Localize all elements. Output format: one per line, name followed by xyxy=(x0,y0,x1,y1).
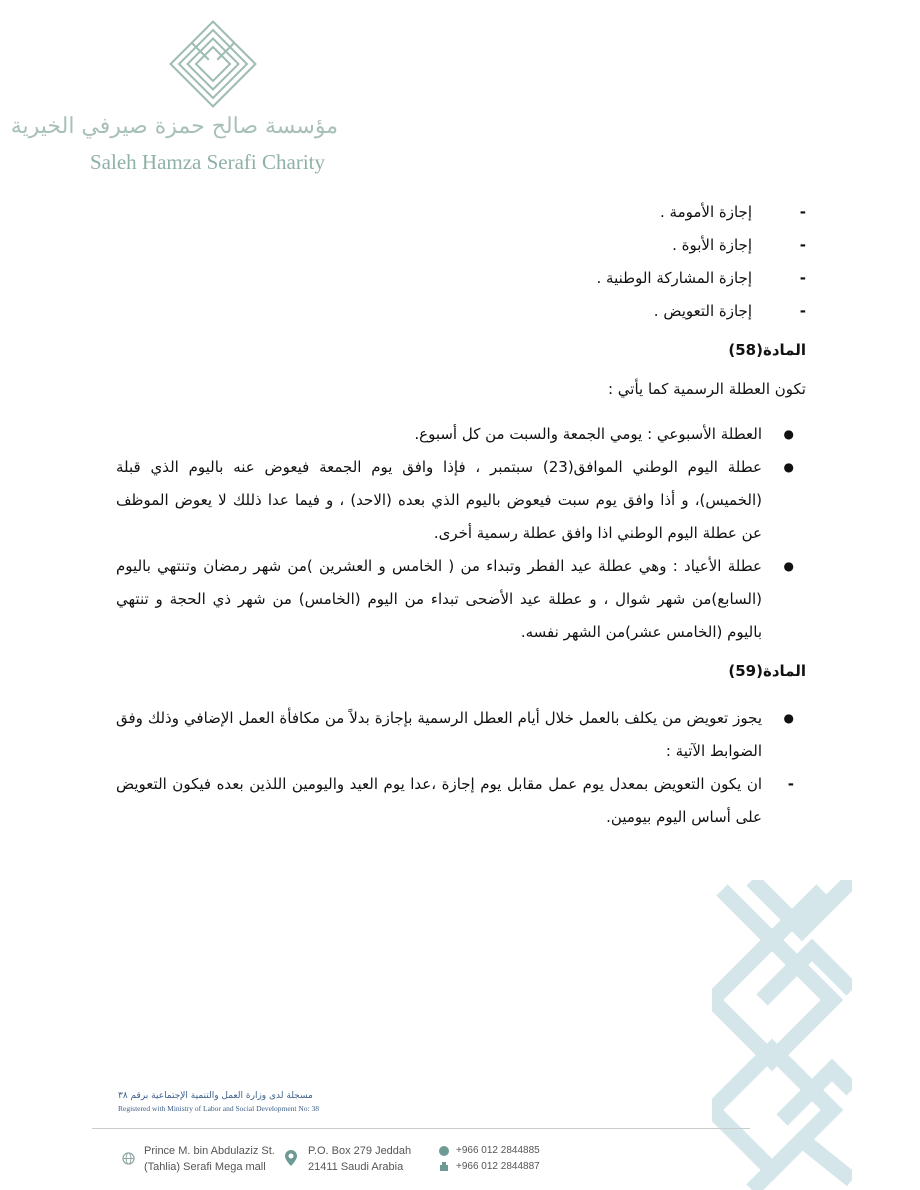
bullet-marker: ● xyxy=(783,427,794,441)
bullet-marker: ● xyxy=(783,559,794,573)
leave-item-text: إجازة التعويض . xyxy=(653,302,752,320)
location-pin-icon xyxy=(285,1150,297,1166)
footer-divider xyxy=(92,1128,750,1129)
article-59-title: المادة(59) xyxy=(728,662,806,680)
dash-marker: - xyxy=(787,775,794,793)
globe-icon xyxy=(122,1152,135,1165)
address-block xyxy=(144,1143,275,1175)
registration-arabic: مسجلة لدى وزارة العمل والتنمية الإجتماعية برقم ٣٨ xyxy=(118,1091,313,1101)
list-item xyxy=(116,768,806,834)
charity-logo xyxy=(165,16,261,112)
pobox-line: 21411 Saudi Arabia xyxy=(308,1161,404,1173)
list-item xyxy=(116,418,806,451)
registration-english: Registered with Ministry of Labor and Social Development No: 38 xyxy=(118,1104,320,1113)
list-item xyxy=(116,451,806,550)
article-58-title: المادة(58) xyxy=(728,341,806,359)
address-line: Prince M. bin Abdulaziz St. xyxy=(144,1145,275,1157)
dash-marker: - xyxy=(799,269,806,287)
article-58-list xyxy=(116,418,806,649)
pobox-block xyxy=(308,1143,411,1175)
fax-icon xyxy=(439,1162,449,1172)
document-body xyxy=(116,196,806,834)
leave-item-text: إجازة الأمومة . xyxy=(660,203,752,221)
phone-number: +966 012 2844885 xyxy=(456,1145,540,1156)
list-item-text: عطلة الأعياد : وهي عطلة عيد الفطر وتبداء من ( الخامس و العشرين )من شهر رمضان وتنتهي باليوم (السابع)من شهر شوال ، و عطلة عيد الأضحى تبداء من اليوم (الخامس) من شهر ذي الحجة و تنتهي باليوم (الخامس عشر)من الشهر نفسه. xyxy=(116,557,762,641)
list-item-text: ان يكون التعويض بمعدل يوم عمل مقابل يوم إجازة ،عدا يوم العيد واليومين اللذين بعده فيكون التعويض على أساس اليوم بيومين. xyxy=(116,775,762,826)
address-line: (Tahlia) Serafi Mega mall xyxy=(144,1161,266,1173)
leave-item-text: إجازة المشاركة الوطنية . xyxy=(596,269,752,287)
contact-block xyxy=(456,1143,540,1175)
leave-item xyxy=(116,229,806,262)
leave-item xyxy=(116,196,806,229)
leave-item-text: إجازة الأبوة . xyxy=(672,236,752,254)
bullet-marker: ● xyxy=(783,460,794,474)
dash-marker: - xyxy=(799,203,806,221)
bullet-marker: ● xyxy=(783,711,794,725)
pobox-line: P.O. Box 279 Jeddah xyxy=(308,1145,412,1157)
leave-item xyxy=(116,295,806,328)
list-item-text: العطلة الأسبوعي : يومي الجمعة والسبت من كل أسبوع. xyxy=(414,425,762,443)
leave-item xyxy=(116,262,806,295)
list-item-text: يجوز تعويض من يكلف بالعمل خلال أيام العطل الرسمية بإجازة بدلاً من مكافأة العمل الإضافي وذلك وفق الضوابط الآتية : xyxy=(116,709,762,760)
decorative-pattern xyxy=(712,880,852,1190)
logo-arabic-name: مؤسسة صالح حمزة صيرفي الخيرية xyxy=(10,114,338,139)
logo-english-name: Saleh Hamza Serafi Charity xyxy=(90,150,325,174)
dash-marker: - xyxy=(799,236,806,254)
phone-icon xyxy=(439,1146,449,1156)
list-item-text: عطلة اليوم الوطني الموافق(23) سبتمبر ، فإذا وافق يوم الجمعة فيعوض عنه باليوم الذي قبلة (الخميس)، و أذا وافق يوم سبت فيعوض باليوم الذي بعده (الاحد) ، و فيما عدا ذللك لا يعوض الموظف عن عطلة اليوم الوطني اذا وافق عطلة رسمية أخرى. xyxy=(116,458,762,542)
list-item xyxy=(116,702,806,768)
article-58-intro: تكون العطلة الرسمية كما يأتي : xyxy=(607,380,806,398)
dash-marker: - xyxy=(799,302,806,320)
fax-number: +966 012 2844887 xyxy=(456,1161,540,1172)
list-item xyxy=(116,550,806,649)
